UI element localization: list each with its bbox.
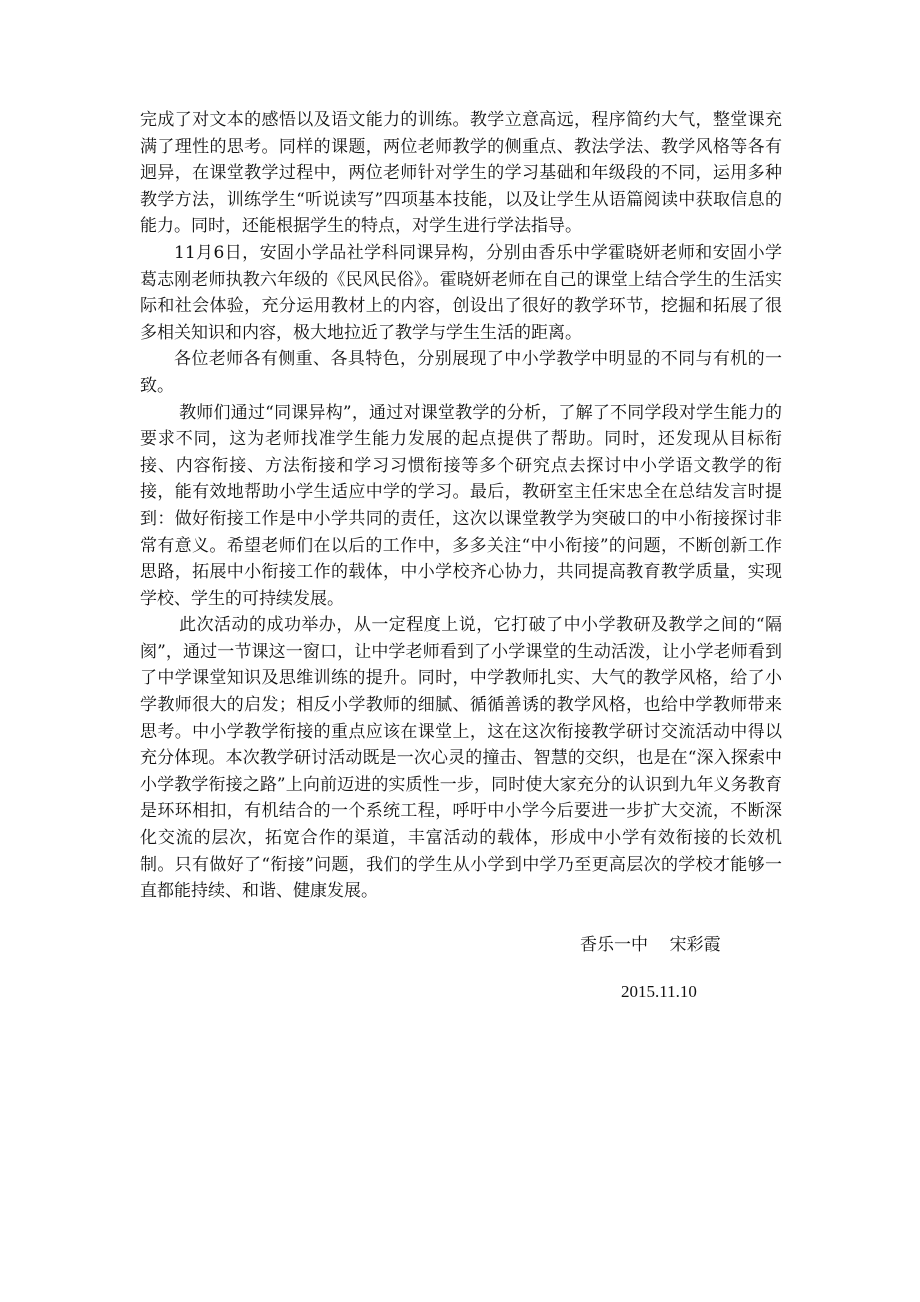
- document-body: [140, 107, 782, 905]
- paragraph-4: 教师们通过“同课异构”，通过对课堂教学的分析，了解了不同学段对学生能力的要求不同，这为老师找准学生能力发展的起点提供了帮助。同时，还发现从目标衔接、内容衔接、方法衔接和学习习惯衔接等多个研究点去探讨中小学语文教学的衔接，能有效地帮助小学生适应中学的学习。最后，教研室主任宋忠全在总结发言时提到：做好衔接工作是中小学共同的责任，这次以课堂教学为突破口的中小衔接探讨非常有意义。希望老师们在以后的工作中，多多关注“中小衔接”的问题，不断创新工作思路，拓展中小衔接工作的载体，中小学校齐心协力，共同提高教育教学质量，实现学校、学生的可持续发展。: [140, 402, 782, 609]
- paragraph-3: 各位老师各有侧重、各具特色，分别展现了中小学教学中明显的不同与有机的一致。: [140, 349, 782, 396]
- paragraph-5: 此次活动的成功举办，从一定程度上说，它打破了中小学教研及教学之间的“隔阂”，通过一节课这一窗口，让中学老师看到了小学课堂的生动活泼，让小学老师看到了中学课堂知识及思维训练的提升。同时，中学教师扎实、大气的教学风格，给了小学教师很大的启发；相反小学教师的细腻、循循善诱的教学风格，也给中学教师带来思考。中小学教学衔接的重点应该在课堂上，这在这次衔接教学研讨交流活动中得以充分体现。本次教学研讨活动既是一次心灵的撞击、智慧的交织，也是在“深入探索中小学教学衔接之路”上向前迈进的实质性一步，同时使大家充分的认识到九年义务教育是环环相扣，有机结合的一个系统工程，呼吁中小学今后要进一步扩大交流，不断深化交流的层次，拓宽合作的渠道，丰富活动的载体，形成中小学有效衔接的长效机制。只有做好了“衔接”问题，我们的学生从小学到中学乃至更高层次的学校才能够一直都能持续、和谐、健康发展。: [140, 615, 782, 902]
- document-date: 2015.11.10: [621, 982, 697, 1001]
- author-signature: 香乐一中 宋彩霞: [580, 935, 721, 955]
- paragraph-1: 完成了对文本的感悟以及语文能力的训练。教学立意高远，程序简约大气，整堂课充满了理性的思考。同样的课题，两位老师教学的侧重点、教法学法、教学风格等各有迥异，在课堂教学过程中，两位老师针对学生的学习基础和年级段的不同，运用多种教学方法，训练学生“听说读写”四项基本技能，以及让学生从语篇阅读中获取信息的能力。同时，还能根据学生的特点，对学生进行学法指导。: [140, 110, 782, 237]
- paragraph-2: 11月6日，安固小学品社学科同课异构，分别由香乐中学霍晓妍老师和安固小学葛志刚老师执教六年级的《民风民俗》。霍晓妍老师在自己的课堂上结合学生的生活实际和社会体验，充分运用教材上的内容，创设出了很好的教学环节，挖掘和拓展了很多相关知识和内容，极大地拉近了教学与学生生活的距离。: [140, 242, 782, 343]
